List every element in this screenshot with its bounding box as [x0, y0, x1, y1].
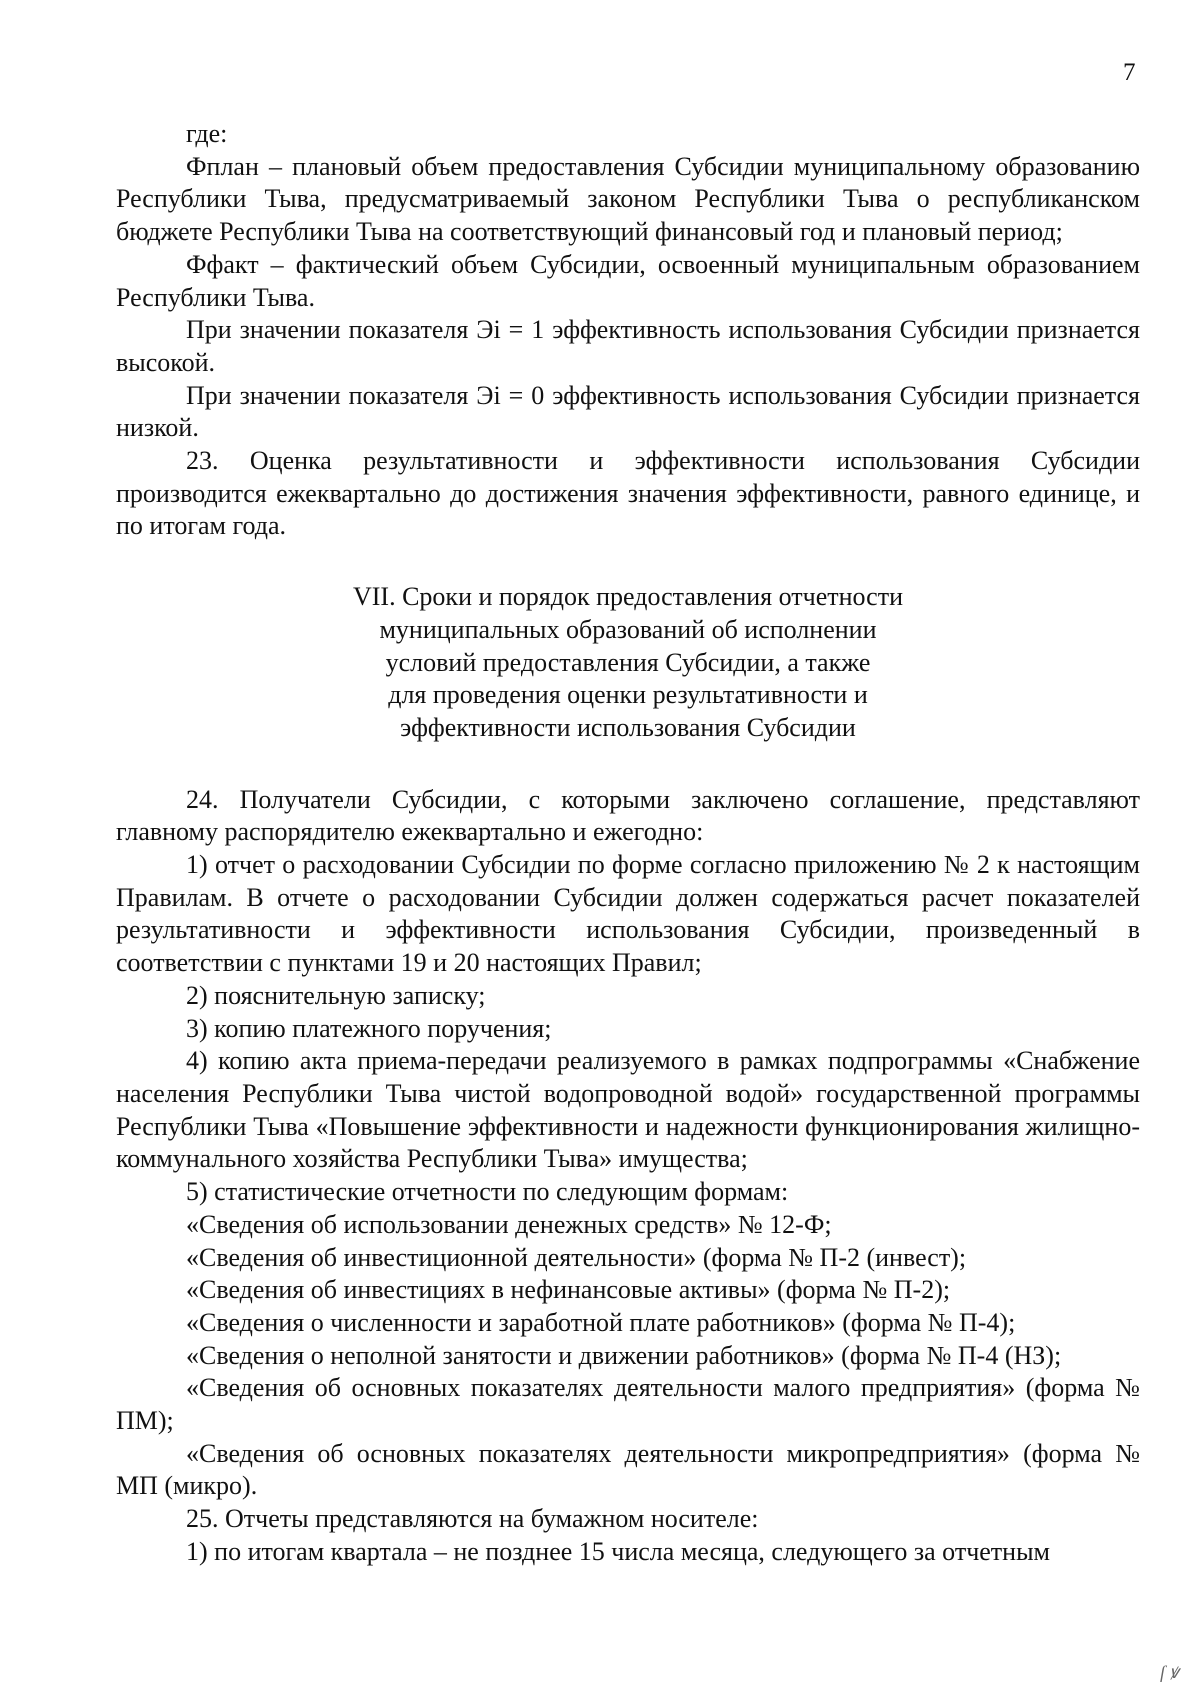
paragraph: 2) пояснительную записку;: [186, 980, 486, 1010]
heading-line: эффективности использования Субсидии: [400, 712, 856, 742]
paragraph: где:: [186, 119, 228, 148]
paragraph: «Сведения о неполной занятости и движении работников» (форма № П-4 (НЗ);: [186, 1340, 1062, 1370]
paragraph: 1) по итогам квартала – не позднее 15 числа месяца, следующего за отчетным: [186, 1536, 1051, 1566]
paragraph: «Сведения об использовании денежных средств» № 12-Ф;: [186, 1209, 832, 1239]
page-number: 7: [1123, 59, 1136, 86]
section-heading: [116, 543, 1140, 784]
paragraph: «Сведения об инвестиционной деятельности» (форма № П-2 (инвест);: [186, 1242, 967, 1272]
paragraph: «Сведения о численности и заработной плате работников» (форма № П-4);: [186, 1307, 1016, 1337]
heading-line: для проведения оценки результативности и: [388, 680, 868, 710]
paragraph: «Сведения об инвестициях в нефинансовые активы» (форма № П-2);: [186, 1275, 951, 1305]
paragraph: При значении показателя Эi = 0 эффективность использования Субсидии признается низкой.: [116, 380, 1140, 443]
paragraph: «Сведения об основных показателях деятельности микропредприятия» (форма № МП (микро).: [116, 1438, 1140, 1501]
paragraph: «Сведения об основных показателях деятельности малого предприятия» (форма № ПМ);: [116, 1373, 1140, 1436]
document-body: [116, 118, 1140, 1569]
paragraph: 4) копию акта приема-передачи реализуемого в рамках подпрограммы «Снабжение населения Республики Тыва чистой водопроводной водой» государственной программы Республики Тыва «Повышение эффективности и надежности функционирования жилищно-коммунального хозяйства Республики Тыва» имущества;: [116, 1046, 1140, 1174]
paragraph: 25. Отчеты представляются на бумажном носителе:: [186, 1504, 759, 1534]
paragraph: Ффакт – фактический объем Субсидии, освоенный муниципальным образованием Республики Тыва.: [116, 249, 1140, 312]
paragraph: 1) отчет о расходовании Субсидии по форме согласно приложению № 2 к настоящим Правилам. В отчете о расходовании Субсидии должен содержаться расчет показателей результативности и эффективности использования Субсидии, произведенный в соответствии с пунктами 19 и 20 настоящих Правил;: [116, 850, 1140, 978]
paragraph: Фплан – плановый объем предоставления Субсидии муниципальному образованию Республики Тыва, предусматриваемый законом Республики Тыва о республиканском бюджете Республики Тыва на соответствующий финансовый год и плановый период;: [116, 151, 1140, 247]
paragraph: При значении показателя Эi = 1 эффективность использования Субсидии признается высокой.: [116, 315, 1140, 377]
paragraph: 23. Оценка результативности и эффективности использования Субсидии производится ежеквартально до достижения значения эффективности, равного единице, и по итогам года.: [116, 446, 1140, 541]
heading-line: VII. Сроки и порядок предоставления отчетности: [353, 582, 903, 612]
paragraph: 24. Получатели Субсидии, с которыми заключено соглашение, представляют главному распорядителю ежеквартально и ежегодно:: [116, 784, 1140, 847]
heading-line: муниципальных образований об исполнении: [379, 614, 877, 644]
paragraph: 3) копию платежного поручения;: [186, 1013, 552, 1043]
paragraph: 5) статистические отчетности по следующим формам:: [186, 1177, 789, 1207]
heading-line: условий предоставления Субсидии, а также: [385, 647, 871, 677]
handwritten-corner-mark: ſ ꝟ: [1160, 1662, 1179, 1682]
